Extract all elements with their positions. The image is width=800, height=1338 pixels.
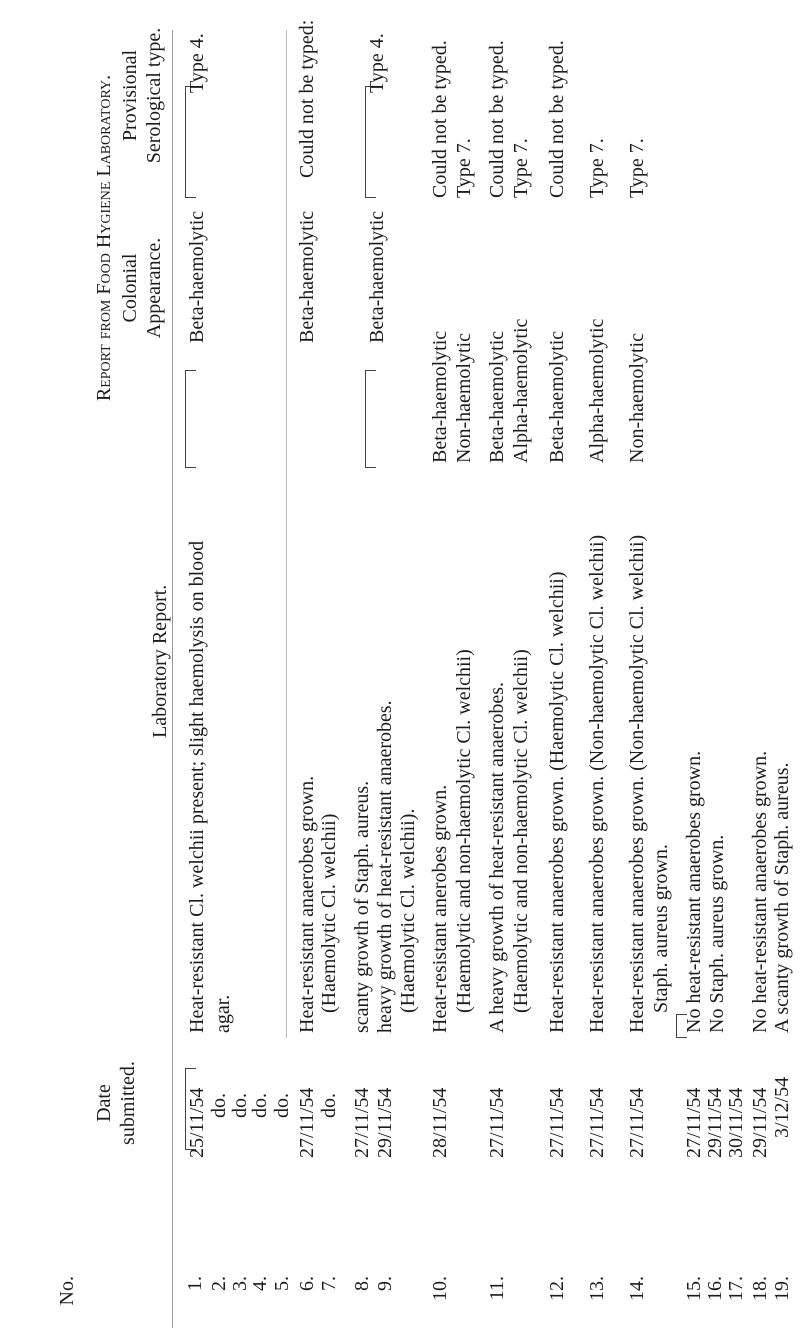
lab-report: No heat-resistant anaerobes grown. — [749, 750, 771, 1033]
colonial-appearance: Beta-haemolytic — [429, 330, 451, 463]
colonial-appearance: Beta-haemolytic — [366, 210, 388, 343]
lab-report: Heat-resistant anaerobes grown. (Non-haemolytic Cl. welchii) — [586, 534, 608, 1033]
serological-type: Type 7. — [586, 138, 608, 198]
brace — [365, 86, 376, 198]
header-date-line2: submitted. — [117, 1061, 139, 1145]
row-date: 27/11/54 — [683, 1087, 705, 1158]
row-no: 13. — [586, 1276, 608, 1301]
row-no: 14. — [626, 1276, 648, 1301]
lab-report: No heat-resistant anaerobes grown. — [683, 750, 705, 1033]
brace — [185, 86, 196, 198]
serological-type: Type 7. — [453, 138, 475, 198]
lab-report: A heavy growth of heat-resistant anaerobes. — [486, 682, 508, 1033]
row-no: 8. — [351, 1276, 373, 1291]
lab-report: Heat-resistant anerobes grown. — [429, 784, 451, 1033]
header-lab — [148, 585, 172, 738]
header-prov-line1: Provisional — [119, 49, 141, 142]
lab-report: heavy growth of heat-resistant anaerobes. — [374, 700, 396, 1033]
row-no: 16. — [704, 1276, 726, 1301]
header-fhl — [92, 8, 116, 468]
lab-report: agar. — [212, 994, 234, 1033]
row-date: 27/11/54 — [351, 1087, 373, 1158]
row-no: 5. — [271, 1276, 293, 1291]
row-no: 17. — [725, 1276, 747, 1301]
colonial-appearance: Beta-haemolytic — [546, 330, 568, 463]
row-date: 29/11/54 — [749, 1087, 771, 1158]
header-rule — [172, 30, 173, 1328]
section-rule — [286, 30, 287, 1038]
row-date: 28/11/54 — [429, 1087, 451, 1158]
row-date: do. — [229, 1093, 251, 1118]
serological-type: Could not be typed. — [429, 40, 451, 198]
header-appear — [118, 208, 166, 368]
serological-type: Could not be typed. — [546, 40, 568, 198]
row-no: 10. — [429, 1276, 451, 1301]
header-no-text: No. — [56, 1276, 78, 1306]
row-no: 3. — [229, 1276, 251, 1291]
lab-report: Heat-resistant Cl. welchii present; slight haemolysis on blood — [186, 540, 208, 1033]
row-no: 6. — [296, 1276, 318, 1291]
row-date: do. — [271, 1093, 293, 1118]
header-prov-line2: Serological type. — [143, 27, 165, 164]
row-no: 15. — [683, 1276, 705, 1301]
row-no: 4. — [249, 1276, 271, 1291]
row-no: 18. — [749, 1276, 771, 1301]
colonial-appearance: Alpha-haemolytic — [586, 318, 608, 463]
row-date: 3/12/54 — [771, 1076, 793, 1138]
header-lab-text: Laboratory Report. — [149, 584, 171, 738]
row-date: 30/11/54 — [725, 1087, 747, 1158]
serological-type: Type 7. — [626, 138, 648, 198]
brace — [185, 1068, 196, 1150]
lab-report: scanty growth of Staph. aureus. — [351, 780, 373, 1033]
row-date: do. — [208, 1093, 230, 1118]
header-no — [55, 1276, 79, 1320]
header-date — [92, 1048, 140, 1158]
lab-report: A scanty growth of Staph. aureus. — [771, 762, 793, 1033]
lab-report: Heat-resistant anaerobes grown. — [296, 775, 318, 1033]
colonial-appearance: Beta-haemolytic — [486, 330, 508, 463]
colonial-appearance: Beta-haemolytic — [296, 210, 318, 343]
header-prov — [118, 3, 166, 188]
colonial-appearance: Beta-haemolytic — [186, 210, 208, 343]
lab-report: (Haemolytic and non-haemolytic Cl. welchii) — [453, 649, 475, 1013]
row-date: 27/11/54 — [626, 1087, 648, 1158]
lab-report: (Haemolytic Cl. welchii) — [318, 813, 340, 1013]
row-date: 29/11/54 — [374, 1087, 396, 1158]
brace — [365, 370, 376, 468]
row-date: do. — [249, 1093, 271, 1118]
colonial-appearance: Non-haemolytic — [453, 333, 475, 463]
header-date-line1: Date — [93, 1084, 115, 1122]
row-date: 27/11/54 — [546, 1087, 568, 1158]
lab-report: Heat-resistant anaerobes grown. (Non-haemolytic Cl. welchii) — [626, 534, 648, 1033]
serological-type: Type 4. — [366, 33, 388, 93]
serological-type: Could not be typed. — [486, 40, 508, 198]
row-date: do. — [318, 1093, 340, 1118]
row-no: 2. — [208, 1276, 230, 1291]
header-fhl-line1: Report from Food Hygiene Laboratory. — [93, 74, 115, 402]
lab-report: Heat-resistant anaerobes grown. (Haemolytic Cl. welchii) — [546, 571, 568, 1033]
colonial-appearance: Alpha-haemolytic — [510, 318, 532, 463]
row-date: 29/11/54 — [704, 1087, 726, 1158]
lab-report: (Haemolytic and non-haemolytic Cl. welchii) — [510, 649, 532, 1013]
row-no: 9. — [374, 1276, 396, 1291]
serological-type: Type 4. — [186, 33, 208, 93]
lab-report: (Haemolytic Cl. welchii). — [397, 808, 419, 1013]
serological-type: Type 7. — [510, 138, 532, 198]
row-date: 27/11/54 — [586, 1087, 608, 1158]
lab-report: Staph. aureus grown. — [650, 844, 672, 1013]
row-no: 12. — [546, 1276, 568, 1301]
row-no: 1. — [184, 1276, 206, 1291]
brace — [185, 370, 196, 468]
colonial-appearance: Non-haemolytic — [626, 333, 648, 463]
row-date: 25/11/54 — [186, 1087, 208, 1158]
lab-report: No Staph. aureus grown. — [706, 834, 728, 1033]
serological-type: Could not be typed: — [296, 19, 318, 178]
row-no: 11. — [486, 1276, 508, 1301]
header-appear-line2: Appearance. — [143, 237, 165, 339]
row-no: 7. — [318, 1276, 340, 1291]
row-date: 27/11/54 — [486, 1087, 508, 1158]
row-date: 27/11/54 — [296, 1087, 318, 1158]
row-no: 19. — [771, 1276, 793, 1301]
header-appear-line1: Colonial — [119, 253, 141, 323]
